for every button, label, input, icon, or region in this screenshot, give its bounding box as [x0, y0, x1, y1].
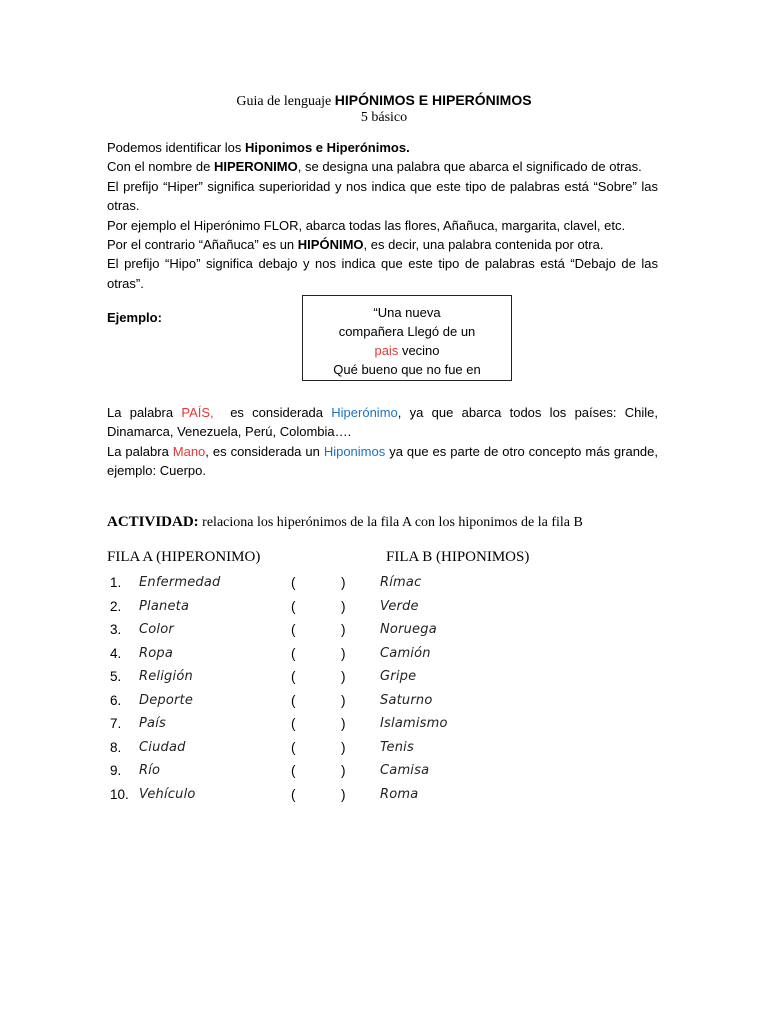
row-number: 8.	[110, 739, 122, 755]
explain-l1-blue: Hiperónimo	[331, 405, 398, 420]
answer-paren-close[interactable]: )	[341, 645, 346, 661]
quote-line-2: compañera Llegó de un	[338, 324, 476, 339]
answer-paren-close[interactable]: )	[341, 786, 346, 802]
answer-paren-close[interactable]: )	[341, 716, 346, 731]
answer-paren-open[interactable]: (	[291, 645, 296, 661]
matching-row	[0, 646, 768, 670]
activity-label: ACTIVIDAD:	[107, 514, 199, 530]
hiperonimo-word: Río	[139, 763, 161, 778]
answer-paren-close[interactable]: )	[341, 669, 346, 684]
row-number: 1.	[110, 575, 122, 590]
hiperonimo-word: Vehículo	[139, 786, 196, 802]
row-number: 6.	[110, 692, 122, 708]
matching-rows	[0, 575, 768, 810]
example-label: Ejemplo:	[107, 310, 162, 325]
intro-p2-post: , se designa una palabra que abarca el significado de otras.	[297, 159, 642, 175]
answer-paren-open[interactable]: (	[291, 739, 296, 755]
matching-row	[0, 716, 768, 740]
column-b-heading: FILA B (HIPONIMOS)	[386, 549, 530, 565]
intro-paragraph-2	[107, 157, 658, 176]
answer-paren-open[interactable]: (	[291, 598, 296, 614]
intro-p2-bold: HIPERONIMO	[213, 159, 298, 175]
answer-paren-close[interactable]: )	[341, 739, 346, 755]
hiperonimo-word: Religión	[139, 669, 193, 684]
explanation-hiponimo	[107, 442, 658, 481]
hiperonimo-word: Planeta	[139, 598, 190, 614]
explain-l2-mid: , es considerada un	[205, 443, 324, 459]
row-number: 4.	[110, 645, 122, 661]
intro-p5-post: , es decir, una palabra contenida por otra.	[363, 237, 604, 253]
intro-p1-bold: Hiponimos e Hiperónimos.	[245, 140, 410, 155]
document-subtitle: 5 básico	[360, 110, 408, 125]
title-prefix: Guia de lenguaje	[236, 94, 332, 109]
intro-p1-text: Podemos identificar los	[107, 140, 246, 155]
explain-l1-post: , ya que abarca todos los países: Chile, Dinamarca, Venezuela, Perú, Colombia….	[107, 405, 658, 440]
explain-l2-red: Mano	[172, 443, 206, 459]
hiponimo-word: Tenis	[380, 739, 414, 755]
quote-highlight-word: pais	[374, 343, 399, 358]
row-number: 7.	[110, 716, 122, 731]
intro-paragraph-3: El prefijo “Hiper” significa superioridad y nos indica que este tipo de palabras está “Sobre” las otras.	[107, 178, 658, 214]
hiperonimo-word: Ciudad	[139, 739, 186, 755]
answer-paren-open[interactable]: (	[291, 575, 296, 590]
answer-paren-open[interactable]: (	[291, 669, 296, 684]
hiperonimo-word: Enfermedad	[139, 575, 221, 590]
activity-instruction	[107, 514, 583, 531]
hiponimo-word: Roma	[380, 786, 419, 802]
quote-line-3	[303, 341, 511, 360]
matching-row	[0, 599, 768, 623]
explanation-section	[107, 403, 658, 481]
row-number: 9.	[110, 763, 122, 778]
explain-l1-red: PAÍS,	[181, 405, 214, 420]
document-title	[0, 92, 768, 110]
matching-row	[0, 669, 768, 693]
hiponimo-word: Camión	[380, 645, 431, 661]
matching-row	[0, 693, 768, 717]
answer-paren-open[interactable]: (	[291, 692, 296, 708]
title-topic: HIPÓNIMOS E HIPERÓNIMOS	[334, 92, 532, 108]
intro-p5-bold: HIPÓNIMO	[297, 237, 364, 253]
hiponimo-word: Rímac	[380, 575, 422, 590]
explain-l1-mid: es considerada	[213, 405, 332, 420]
intro-paragraph-6: El prefijo “Hipo” significa debajo y nos indica que este tipo de palabras está “Debajo de las otras”.	[107, 256, 658, 291]
answer-paren-open[interactable]: (	[291, 716, 296, 731]
matching-row	[0, 740, 768, 764]
intro-paragraph-5	[107, 235, 658, 254]
hiperonimo-word: Color	[139, 622, 174, 637]
row-number: 3.	[110, 622, 122, 637]
quote-line-1: “Una nueva	[373, 305, 441, 320]
intro-section	[107, 138, 658, 293]
answer-paren-open[interactable]: (	[291, 763, 296, 778]
explain-l2-blue: Hiponimos	[323, 443, 386, 459]
explanation-hiperonimo	[107, 403, 658, 442]
hiperonimo-word: Ropa	[139, 645, 174, 661]
hiperonimo-word: País	[139, 716, 166, 731]
quote-line-4: Qué bueno que no fue en	[333, 362, 481, 377]
answer-paren-open[interactable]: (	[291, 622, 296, 637]
answer-paren-close[interactable]: )	[341, 598, 346, 614]
quote-line-3-post: vecino	[398, 343, 440, 358]
intro-paragraph-1	[107, 138, 658, 157]
answer-paren-close[interactable]: )	[341, 575, 346, 590]
hiponimo-word: Noruega	[380, 622, 437, 637]
matching-row	[0, 575, 768, 599]
matching-row	[0, 787, 768, 811]
intro-p2-text: Con el nombre de	[107, 159, 214, 175]
matching-row	[0, 763, 768, 787]
hiponimo-word: Camisa	[380, 763, 430, 778]
answer-paren-close[interactable]: )	[341, 692, 346, 708]
row-number: 2.	[110, 598, 122, 614]
explain-l2-post: ya que es parte de otro concepto más grande, ejemplo: Cuerpo.	[107, 443, 659, 479]
hiponimo-word: Gripe	[380, 669, 417, 684]
row-number: 5.	[110, 669, 122, 684]
hiperonimo-word: Deporte	[139, 692, 194, 708]
row-number: 10.	[110, 786, 129, 802]
answer-paren-close[interactable]: )	[341, 622, 346, 637]
hiponimo-word: Saturno	[380, 692, 433, 708]
column-a-heading: FILA A (HIPERONIMO)	[107, 549, 261, 565]
hiponimo-word: Islamismo	[380, 716, 448, 731]
intro-paragraph-4: Por ejemplo el Hiperónimo FLOR, abarca todas las flores, Añañuca, margarita, clavel, etc.	[107, 217, 626, 233]
hiponimo-word: Verde	[380, 598, 419, 614]
explain-l1-pre: La palabra	[107, 405, 182, 420]
intro-p5-text: Por el contrario “Añañuca” es un	[107, 237, 298, 253]
example-quote-box	[302, 295, 512, 381]
answer-paren-close[interactable]: )	[341, 763, 346, 778]
answer-paren-open[interactable]: (	[291, 786, 296, 802]
activity-text: relaciona los hiperónimos de la fila A con los hiponimos de la fila B	[198, 515, 583, 530]
matching-row	[0, 622, 768, 646]
explain-l2-pre: La palabra	[107, 443, 173, 459]
